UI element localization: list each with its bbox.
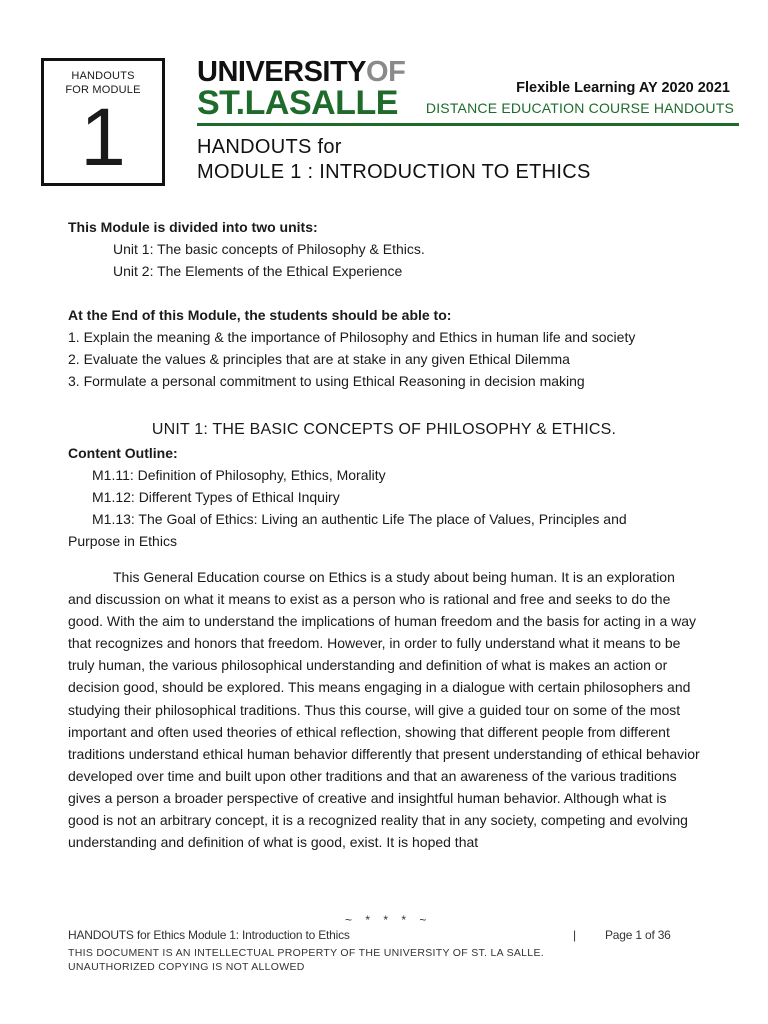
logo-line-2: ST.LASALLE bbox=[197, 84, 398, 122]
outline-item: M1.13: The Goal of Ethics: Living an authentic Life The place of Values, Principles and bbox=[92, 511, 627, 527]
unit1-heading: UNIT 1: THE BASIC CONCEPTS OF PHILOSOPHY & ETHICS. bbox=[151, 421, 617, 438]
content-outline-heading: Content Outline: bbox=[68, 445, 178, 461]
copyright-line-1: THIS DOCUMENT IS AN INTELLECTUAL PROPERTY OF THE UNIVERSITY OF ST. LA SALLE. bbox=[68, 947, 544, 959]
copyright-notice bbox=[68, 946, 700, 974]
units-heading: This Module is divided into two units: bbox=[68, 219, 318, 235]
logo-of: OF bbox=[366, 56, 406, 88]
footer-separator: | bbox=[573, 928, 577, 942]
outline-item-wrap: Purpose in Ethics bbox=[68, 533, 177, 549]
document-body bbox=[68, 216, 700, 853]
intro-paragraph: This General Education course on Ethics is a study about being human. It is an exploration and discussion on what it means to exist as a person who is rational and free and seeks to do the good. With the aim to understand the implications of human freedom and the basis for acting in a way that recognizes and honors that freedom. However, in order to fully understand what it means to be truly human, the various philosophical understanding and definition of what is makes an action or decision good, should be explored. This means engaging in a dialogue with certain philosophers and studying their philosophical traditions. Thus this course, will give a guided tour on some of the most important and often used theories of ethical reflection, showing that different people from different traditions understand ethical human behavior differently that present understanding of ethical behavior developed over time and built upon other traditions and that an awareness of the various traditions gives a person a broader perspective of creative and insightful human behavior. Although what is good is not an arbitrary concept, it is a recognized reality that in any society, competing and evolving understanding and definition of what is good, exist. It is hoped that bbox=[68, 569, 700, 851]
unit-item: Unit 2: The Elements of the Ethical Experience bbox=[113, 263, 403, 279]
copyright-line-2: UNAUTHORIZED COPYING IS NOT ALLOWED bbox=[68, 961, 305, 973]
module-box-number: 1 bbox=[80, 92, 126, 183]
page-title-line-2: MODULE 1 : INTRODUCTION TO ETHICS bbox=[197, 161, 591, 183]
university-logo bbox=[197, 58, 405, 120]
page-title-line-1: HANDOUTS for bbox=[197, 136, 342, 158]
outline-item: M1.12: Different Types of Ethical Inquiry bbox=[92, 489, 340, 505]
objective-item: 3. Formulate a personal commitment to using Ethical Reasoning in decision making bbox=[68, 373, 585, 389]
footer-document-title: HANDOUTS for Ethics Module 1: Introduction to Ethics bbox=[68, 928, 350, 942]
page-footer bbox=[68, 928, 700, 974]
objective-item: 2. Evaluate the values & principles that are at stake in any given Ethical Dilemma bbox=[68, 351, 570, 367]
header-divider bbox=[197, 123, 739, 126]
distance-education-label: DISTANCE EDUCATION COURSE HANDOUTS bbox=[425, 100, 734, 116]
objectives-heading: At the End of this Module, the students should be able to: bbox=[68, 307, 452, 323]
logo-line-1 bbox=[197, 58, 405, 86]
flexible-learning-label: Flexible Learning AY 2020 2021 bbox=[516, 80, 730, 96]
footer-ornament: ~ * * * ~ bbox=[345, 913, 432, 927]
page-title bbox=[197, 135, 591, 185]
page-number: Page 1 of 36 bbox=[605, 928, 671, 942]
module-box-label: HANDOUTS FOR MODULE bbox=[65, 70, 141, 96]
objective-item: 1. Explain the meaning & the importance of Philosophy and Ethics in human life and society bbox=[68, 329, 636, 345]
module-number-box bbox=[41, 58, 165, 186]
logo-university: UNIVERSITY bbox=[197, 56, 367, 88]
unit-item: Unit 1: The basic concepts of Philosophy & Ethics. bbox=[113, 241, 425, 257]
outline-item: M1.11: Definition of Philosophy, Ethics, Morality bbox=[92, 467, 386, 483]
